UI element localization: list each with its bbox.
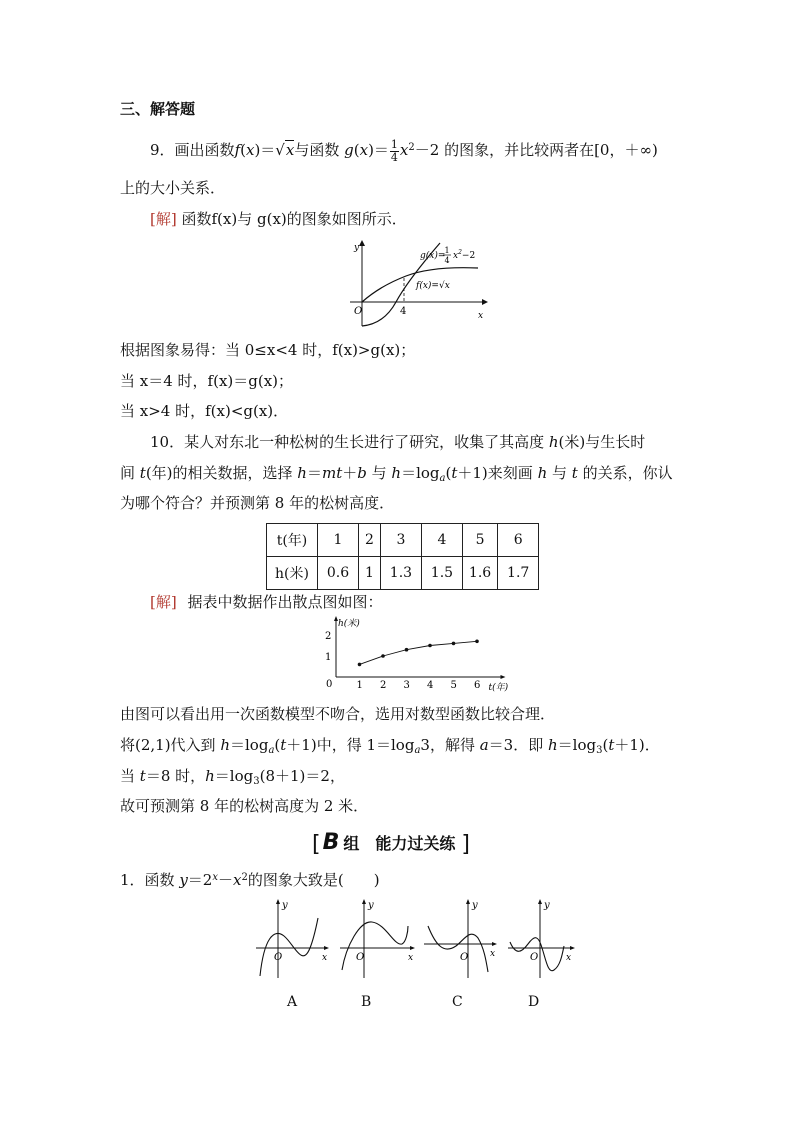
table-cell: 6 [498,524,539,557]
graph-origin: O [354,306,363,317]
svg-text:1: 1 [444,246,450,255]
problem-10-line1: 10．某人对东北一种松树的生长进行了研究，收集了其高度 h(米)与生长时 [150,433,646,451]
graph-four: 4 [400,306,407,317]
p9-conclusion-2: 当 x＝4 时，f(x)＝g(x)； [120,372,294,390]
p9-conclusion-3: 当 x>4 时，f(x)<g(x)． [120,402,289,420]
x-tick-label: 6 [474,680,481,691]
y-tick-label: 2 [325,631,332,642]
svg-text:x: x [566,953,572,963]
solution-text: 据表中数据作出散点图如图： [187,593,383,611]
group-b-header [312,830,470,857]
group-b-title: 组 能力过关练 [343,834,456,853]
svg-text:O: O [460,952,469,963]
p10-conclusion-3: 当 t＝8 时，$h=\log_3(8+1)=2$， [120,767,345,787]
problem-9-number: 9． [150,141,175,159]
p10-conclusion-4: 故可预测第 8 年的松树高度为 2 米． [120,797,369,815]
svg-text:y: y [282,900,288,911]
table-cell: 1.3 [380,557,421,590]
problem-10-line2: 间 t(年)的相关数据，选择 h＝mt＋b 与 $h=\log_a(t+1)$来刻画 h 与 t 的关系，你认 [120,464,673,484]
graph-g-label: g(x)= [420,251,446,261]
table-cell: 5 [462,524,497,557]
x-tick-label: 1 [356,680,363,691]
table-row [267,524,539,557]
solution-mark: [解] [150,593,177,611]
choice-label-b[interactable]: B [361,994,372,1010]
choice-graph-b [336,898,416,980]
graph-x-label: x [478,311,484,321]
x-tick-label: 5 [450,680,457,691]
svg-text:y: y [368,900,374,911]
table-row [267,557,539,590]
problem-9-solution [150,209,407,229]
svg-text:x: x [408,953,414,963]
bracket-right: ] [461,832,470,857]
table-cell: 2 [359,524,381,557]
svg-text:4: 4 [444,256,450,265]
problem-b1-statement: 1．函数 $y=2^x-x^2$的图象大致是( ) [120,871,380,889]
problem-9-statement: 9．画出函数f(x)＝√x与函数 g(x)＝ $\frac{1}{4}$ $x^2-2$ 的图象，并比较两者在[0，＋∞) [150,137,658,164]
data-point [452,642,456,646]
choice-graph-c [422,898,498,980]
x-axis-label: t(年) [488,683,509,693]
svg-text:x: x [490,949,496,959]
x-tick-label: 4 [427,680,434,691]
x-axis-arrow [501,675,506,679]
data-point [405,648,409,652]
section-header: 三、解答题 [120,100,196,118]
svg-text:O: O [356,952,365,963]
choice-label-c[interactable]: C [452,994,463,1010]
table-cell: 1.5 [421,557,462,590]
table-cell: 0.6 [318,557,359,590]
y-axis-label: h(米) [338,619,360,629]
choice-label-d[interactable]: D [528,994,540,1010]
table-cell: 1.7 [498,557,539,590]
table-cell: 4 [421,524,462,557]
table-cell: 3 [380,524,421,557]
table-cell: 1.6 [462,557,497,590]
problem-10-line3: 为哪个符合？并预测第 8 年的松树高度． [120,494,395,512]
table-header-t: t(年) [267,524,318,557]
x-tick-label: 3 [403,680,410,691]
svg-text:O: O [530,952,539,963]
data-table [266,523,539,590]
choice-label-a[interactable]: A [287,994,298,1010]
graph-f-label: f(x)=√x [416,281,450,291]
table-cell: 1 [318,524,359,557]
problem-10-solution [150,592,383,612]
origin-label: 0 [326,679,333,690]
svg-text:O: O [274,952,283,963]
data-point [358,663,362,667]
choice-graph-d [506,898,576,980]
data-point [475,640,479,644]
table-header-h: h(米) [267,557,318,590]
y-tick-label: 1 [325,652,332,663]
data-point [381,654,385,658]
graph-y-label: y [354,243,360,253]
series-line [360,641,478,664]
p9-conclusion-1: 根据图象易得：当 0≤x<4 时，f(x)>g(x)； [120,341,416,359]
fraction-quarter: $\frac{1}{4}$ [390,137,398,164]
svg-text:y: y [472,900,478,911]
scatter-chart [322,616,512,696]
p10-conclusion-1: 由图可以看出用一次函数模型不吻合，选用对数型函数比较合理． [120,705,556,723]
svg-text:x: x [322,953,328,963]
p10-conclusion-2: 将(2,1)代入到 $h=\log_a(t+1)$中，得 $1=\log_a3$，解得 a＝3．即 $h=\log_3(t+1)$． [120,736,660,756]
solution-mark: [解] [150,210,177,228]
problem-9-line2: 上的大小关系． [120,179,226,197]
svg-text:y: y [544,900,550,911]
svg-text:x2−2: $x^2-2$ [453,249,476,261]
group-b-letter: B [322,830,340,855]
x-tick-label: 2 [380,680,387,691]
data-point [428,644,432,648]
choice-graph-a [252,898,330,980]
table-cell: 1 [359,557,381,590]
bracket-left: [ [312,832,321,857]
function-graph [340,238,490,328]
solution-text: 函数f(x)与 g(x)的图象如图所示． [181,210,407,228]
